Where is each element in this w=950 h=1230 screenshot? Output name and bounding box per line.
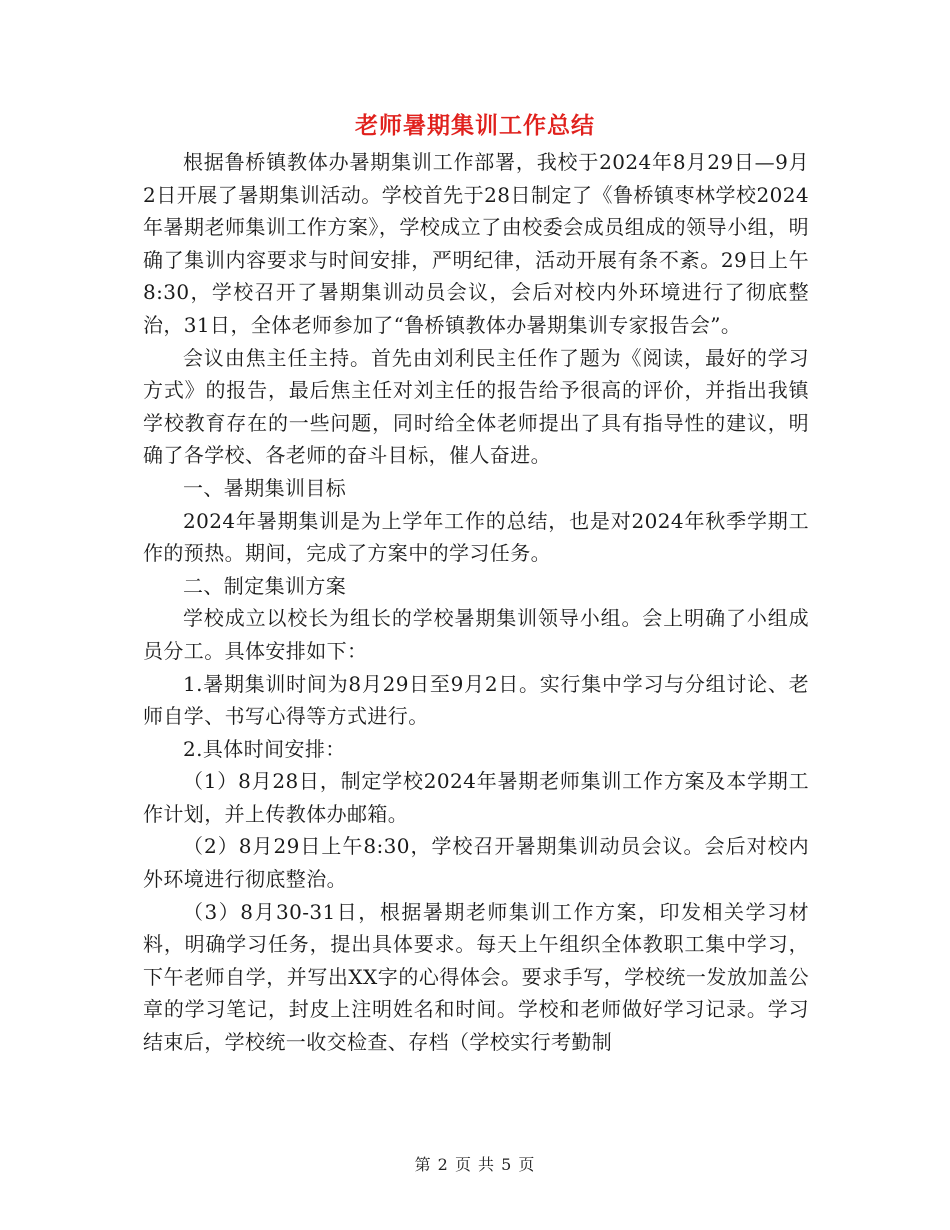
paragraph-plan: 学校成立以校长为组长的学校暑期集训领导小组。会上明确了小组成员分工。具体安排如下： <box>143 606 809 663</box>
list-item-2: 2.具体时间安排： <box>183 736 346 761</box>
page-footer: 第 2 页 共 5 页 <box>414 1155 536 1174</box>
section-heading-goal: 一、暑期集训目标 <box>183 475 347 500</box>
schedule-item-3: （3）8月30-31日，根据暑期老师集训工作方案，印发相关学习材料，明确学习任务，提出具体要求。每天上午组织全体教职工集中学习，下午老师自学，并写出XX字的心得体会。要求手写，学校统一发放加盖公章的学习笔记，封皮上注明姓名和时间。学校和老师做好学习记录。学习结束后，学校统一收交检查、存档（学校实行考勤制 <box>143 899 809 1055</box>
section-heading-plan: 二、制定集训方案 <box>183 573 347 598</box>
schedule-item-2: （2）8月29日上午8:30，学校召开暑期集训动员会议。会后对校内外环境进行彻底整治。 <box>143 834 809 892</box>
paragraph-meeting: 会议由焦主任主持。首先由刘利民主任作了题为《阅读，最好的学习方式》的报告，最后焦主任对刘主任的报告给予很高的评价，并指出我镇学校教育存在的一些问题，同时给全体老师提出了具有指导性的建议，明确了各学校、各老师的奋斗目标，催人奋进。 <box>143 345 809 468</box>
document-body <box>143 146 809 1059</box>
list-item-1: 1.暑期集训时间为8月29日至9月2日。实行集中学习与分组讨论、老师自学、书写心得等方式进行。 <box>143 671 809 729</box>
paragraph-goal: 2024年暑期集训是为上学年工作的总结，也是对2024年秋季学期工作的预热。期间，完成了方案中的学习任务。 <box>143 508 809 566</box>
schedule-item-1: （1）8月28日，制定学校2024年暑期老师集训工作方案及本学期工作计划，并上传教体办邮箱。 <box>143 769 809 826</box>
document-title: 老师暑期集训工作总结 <box>355 112 595 139</box>
paragraph-intro: 根据鲁桥镇教体办暑期集训工作部署，我校于2024年8月29日—9月2日开展了暑期集训活动。学校首先于28日制定了《鲁桥镇枣林学校2024年暑期老师集训工作方案》，学校成立了由校委会成员组成的领导小组，明确了集训内容要求与时间安排，严明纪律，活动开展有条不紊。29日上午8:30，学校召开了暑期集训动员会议，会后对校内外环境进行了彻底整治，31日，全体老师参加了“鲁桥镇教体办暑期集训专家报告会”。 <box>143 150 809 337</box>
